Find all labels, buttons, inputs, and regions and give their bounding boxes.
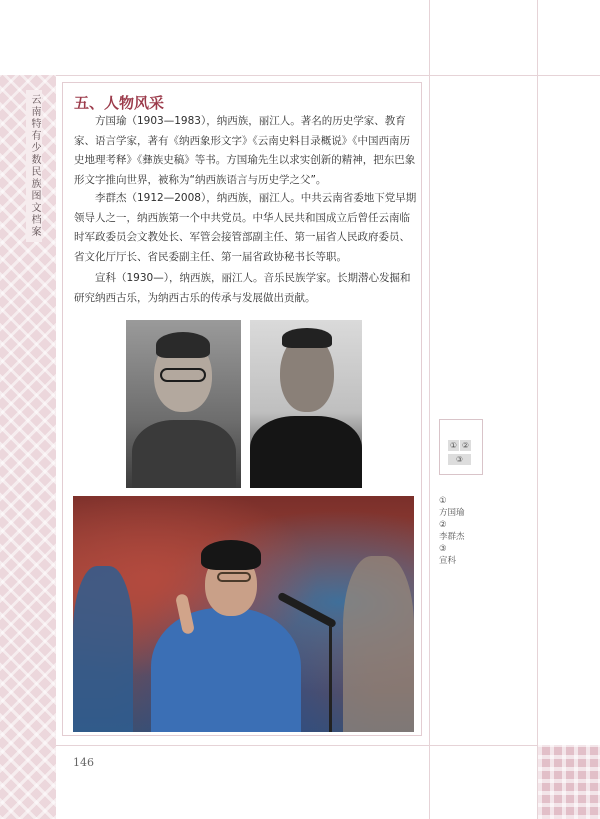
photo-background-crowd xyxy=(343,556,414,732)
caption-number: ① xyxy=(439,496,447,506)
photo-key-2: ② xyxy=(461,441,470,450)
portrait-photo-1 xyxy=(126,320,241,488)
performance-photo-3 xyxy=(73,496,414,732)
photo-caption-list xyxy=(439,495,529,567)
photo-figure-body xyxy=(250,416,362,488)
divider-bottom xyxy=(56,745,600,746)
caption-name: 方国瑜 xyxy=(439,508,465,518)
paragraph-fang-guoyu: 方国瑜（1903—1983），纳西族，丽江人。著名的历史学家、教育家、语言学家，著有《纳西象形文字》《云南史料目录概说》《中国西南历史地理考释》《彝族史稿》等书。方国瑜先生以求实创新的精神，把东巴象形文字推向世界，被称为“纳西族语言与历史学之父”。 xyxy=(74,115,416,186)
photo-figure-hair xyxy=(282,328,332,348)
microphone-stand xyxy=(329,626,332,732)
caption-number: ③ xyxy=(439,544,447,554)
photo-key-1: ① xyxy=(449,441,458,450)
divider-top xyxy=(56,75,600,76)
photo-figure-glasses xyxy=(160,368,206,382)
page-number: 146 xyxy=(73,756,94,769)
photo-key-3: ③ xyxy=(448,454,471,465)
section-title: 五、人物风采 xyxy=(74,94,165,112)
caption-name: 李群杰 xyxy=(439,532,465,542)
photo-speaker-hair xyxy=(201,540,261,570)
microphone-icon xyxy=(277,591,337,628)
divider-column-left xyxy=(429,0,430,819)
book-series-label: 云南特有少数民族图文档案 xyxy=(26,90,42,242)
photo-layout-key xyxy=(439,419,483,475)
decorative-corner-block xyxy=(538,745,600,819)
photo-background-crowd xyxy=(73,566,133,732)
photo-figure-body xyxy=(132,420,236,488)
caption-number: ② xyxy=(439,520,447,530)
photo-figure-hair xyxy=(156,332,210,358)
paragraph-xuan-ke: 宣科（1930—），纳西族，丽江人。音乐民族学家。长期潜心发掘和研究纳西古乐，为纳西古乐的传承与发展做出贡献。 xyxy=(74,272,411,304)
divider-column-right xyxy=(537,0,538,819)
photo-speaker-glasses xyxy=(217,572,251,582)
paragraph-li-qunjie: 李群杰（1912—2008），纳西族，丽江人。中共云南省委地下党早期领导人之一，纳西族第一个中共党员。中华人民共和国成立后曾任云南临时军政委员会文教处长、军管会接管部副主任、第一届省人民政府委员、省文化厅厅长、省民委副主任、第一届省政协秘书长等职。 xyxy=(74,192,417,263)
photo-speaker-body xyxy=(151,608,301,732)
caption-name: 宣科 xyxy=(439,556,457,566)
portrait-photo-2 xyxy=(250,320,362,488)
